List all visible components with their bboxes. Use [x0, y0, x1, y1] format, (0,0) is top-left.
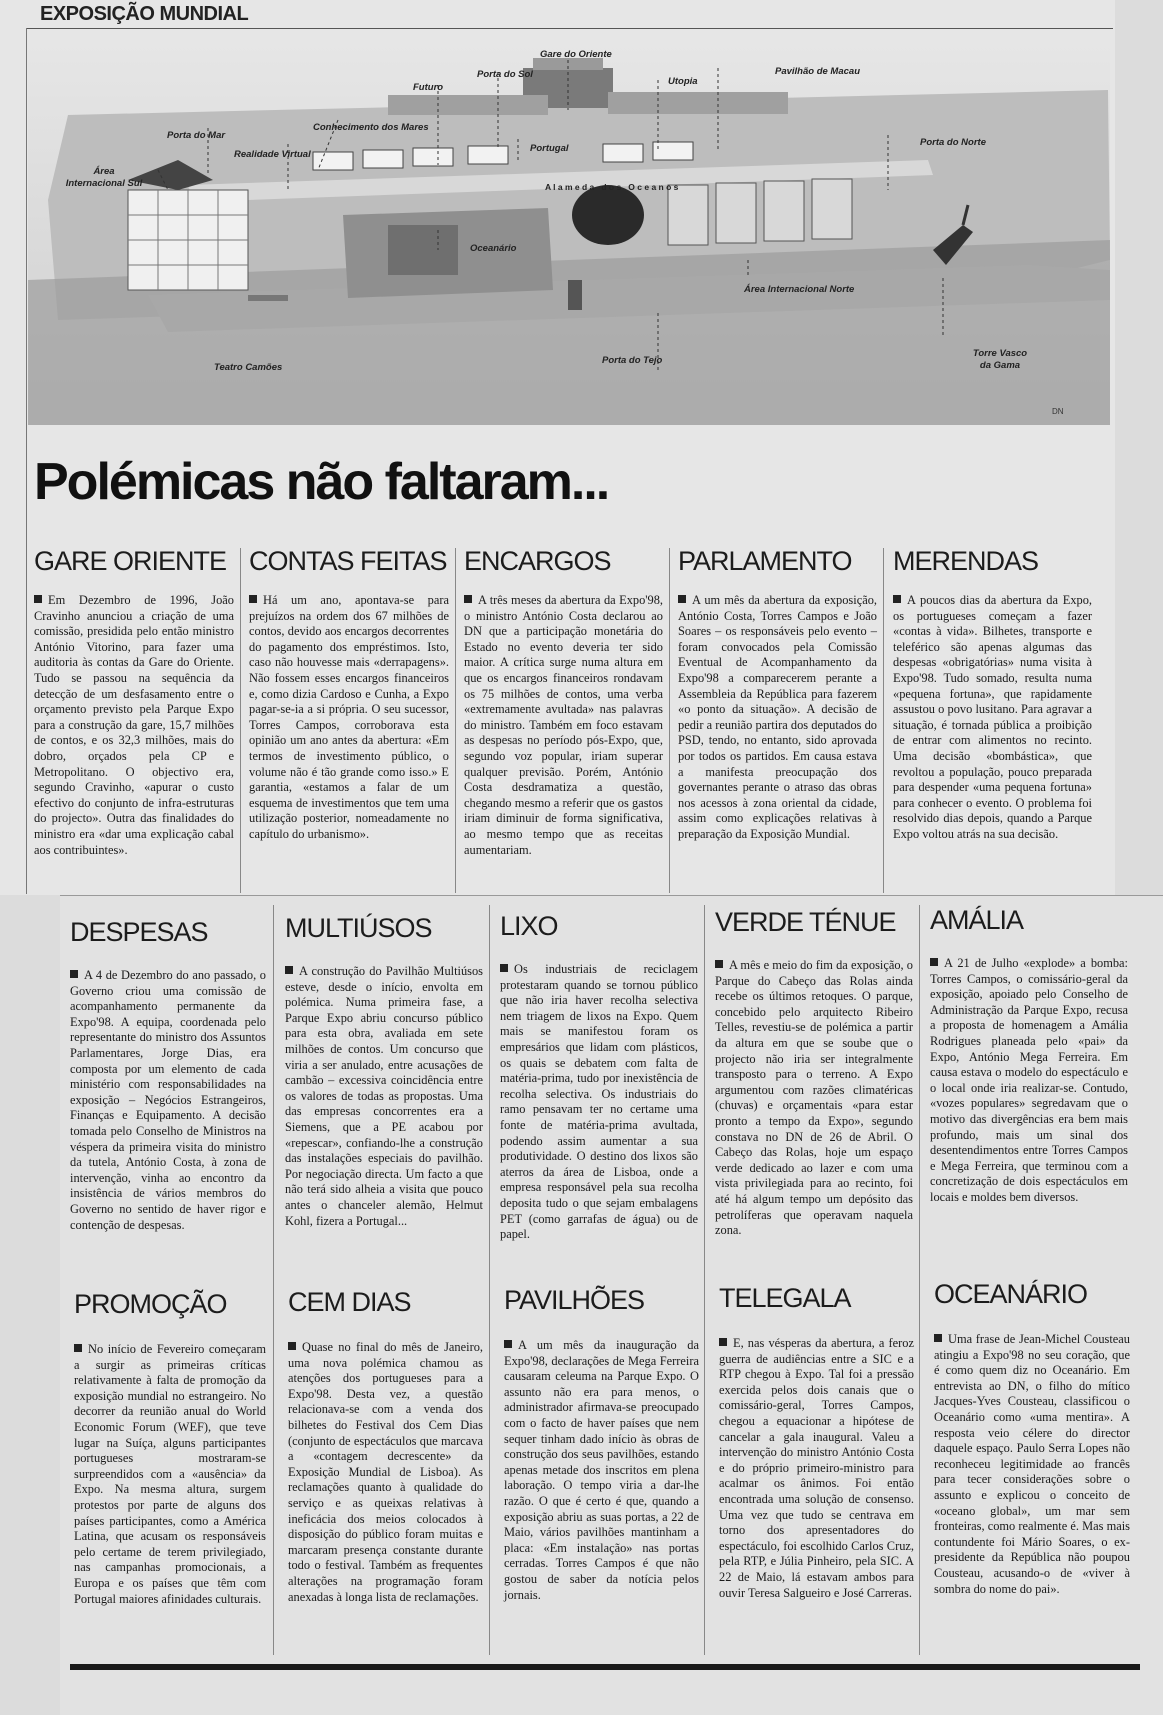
bullet-square-icon — [504, 1340, 512, 1348]
label-area-sul: Área Internacional Sul — [65, 166, 143, 189]
article-body: A três meses da abertura da Expo'98, o ministro António Costa declarou ao DN que a participação monetária do Estado no evento deveria ter sido maior. A crítica surge numa altura em que os encargos financeiros rondavam os 75 milhões de contos, uma verba «extremamente avultada» nas palavras do ministro. Também em foco estavam as despesas no período pós-Expo, que, segundo voz popular, iriam superar qualquer previsão. Porém, António Costa desdramatiza a questão, chegando mesmo a referir que os gastos iriam diminuir de forma significativa, ao mesmo tempo que as receitas aumentariam. — [464, 593, 663, 857]
article-title: VERDE TÉNUE — [715, 907, 896, 937]
bullet-square-icon — [288, 1342, 296, 1350]
article-title: AMÁLIA — [930, 905, 1024, 935]
article-body: A um mês da inauguração da Expo'98, declarações de Mega Ferreira causaram celeuma na Parque Expo. O assunto não era para menos, o administrador afirmava-se preocupado com o facto de haver países que nem sequer tinham dado início às obras de construção dos seus pavilhões, estando apenas metade dos inscritos em plena laboração. O tempo viria a dar-lhe razão. O que é certo é que, quando a exposição abriu as suas portas, a 22 de Maio, vários pavilhões mantinham a placa: «Em instalação» nas portas cerradas. Torres Campos é que não gostou de saber da notícia pelos jornais. — [504, 1338, 699, 1602]
article-multiusos — [285, 912, 483, 1229]
label-torre-vasco: Torre Vasco da Gama — [972, 348, 1028, 371]
article-amalia — [930, 904, 1128, 1206]
column-rule — [704, 905, 705, 1655]
article-body-wrap — [70, 968, 266, 1233]
bullet-square-icon — [893, 595, 901, 603]
article-body: Uma frase de Jean-Michel Cousteau atingiu a Expo'98 no seu coração, que é como quem diz no Oceanário. Em entrevista ao DN, o filho do mítico Jacques-Yves Cousteau, classificou o Oceanário como «uma mentira». A resposta veio célere do director daquele espaço. Paulo Serra Lopes não reconheceu legitimidade ao francês para tecer considerações sobre o assunto e explicou o conceito de «oceano global», um mar sem fronteiras, como realmente é. Mas mais contundente foi Mário Soares, o ex-presidente da República não poupou Cousteau, acusando-o de «viver à sombra do nome do pai». — [934, 1332, 1130, 1596]
label-pavilhao-macau: Pavilhão de Macau — [775, 66, 861, 77]
label-porta-norte: Porta do Norte — [920, 137, 986, 148]
bullet-square-icon — [934, 1334, 942, 1342]
article-body: Quase no final do mês de Janeiro, uma nova polémica chamou as atenções dos portugueses para a Expo'98. Desta vez, a questão relacionava-se com a venda dos bilhetes do Festival dos Cem Dias (conjunto de espectáculos que marcava a «contagem decrescente» da Exposição Mundial de Lisboa). As reclamações quanto à qualidade do serviço e as queixas relativas à ineficácia dos meios colocados à disposição do público foram muitas e marcaram presença constante durante todo o festival. Também as frequentes alterações na programação foram anexadas à longa lista de reclamações. — [288, 1340, 483, 1604]
column-rule — [455, 548, 456, 893]
article-body: A construção do Pavilhão Multiúsos esteve, desde o início, envolta em polémica. Numa primeira fase, a Parque Expo abriu concurso público para esta obra, avaliada em sete milhões de contos. Um concurso que viria a ser anulado, entre acusações de cambão – excessiva coincidência entre os valores de todas as propostas. Uma das empresas concorrentes era a Siemens, que a PE acabou por «repescar», confiando-lhe a construção das instalações especiais do pavilhão. Por negociação directa. Um facto a que não terá sido alheia a visita que pouco antes o chanceler alemão, Helmut Kohl, fizera a Portugal... — [285, 964, 483, 1228]
column-rule — [883, 548, 884, 893]
article-pavilhoes — [504, 1284, 699, 1603]
article-verde-tenue — [715, 906, 913, 1239]
article-body-wrap — [930, 956, 1128, 1206]
article-title: TELEGALA — [719, 1283, 851, 1313]
article-body-wrap — [934, 1332, 1130, 1597]
article-title: DESPESAS — [70, 917, 208, 947]
article-body: A poucos dias da abertura da Expo, os portugueses começam a fazer «contas à vida». Bilhetes, transporte e teleférico são apenas algumas das despesas «obrigatórias» numa visita à Expo'98. Tudo somado, resulta numa «pequena fortuna», que rapidamente assustou o povo lusitano. Para agravar a situação, é tornada pública a proibição de entrar com alimentos no recinto. Uma decisão «bombástica», que revoltou a população, pouco preparada para despender «uma pequena fortuna» para conhecer o evento. O problema foi resolvido dias depois, quando a Parque Expo voltou atrás na sua decisão. — [893, 593, 1092, 841]
bullet-square-icon — [285, 966, 293, 974]
label-porta-mar: Porta do Mar — [167, 130, 226, 141]
label-porta-tejo: Porta do Tejo — [602, 355, 663, 366]
top-rule — [26, 28, 1113, 29]
article-despesas — [70, 916, 266, 1233]
bullet-square-icon — [719, 1338, 727, 1346]
article-contas-feitas — [249, 545, 449, 843]
bullet-square-icon — [500, 964, 508, 972]
article-oceanario — [934, 1278, 1130, 1597]
label-utopia: Utopia — [668, 76, 698, 87]
column-rule — [240, 548, 241, 893]
article-gare-oriente — [34, 545, 234, 858]
label-oceanario: Oceanário — [470, 243, 517, 254]
article-body-wrap — [285, 964, 483, 1229]
article-title: CONTAS FEITAS — [249, 546, 447, 576]
bullet-square-icon — [715, 960, 723, 968]
article-encargos — [464, 545, 663, 858]
bullet-square-icon — [930, 958, 938, 966]
article-title: PARLAMENTO — [678, 546, 852, 576]
article-body-wrap — [715, 958, 913, 1239]
article-body-wrap — [719, 1336, 914, 1601]
article-title: ENCARGOS — [464, 546, 611, 576]
bullet-square-icon — [249, 595, 257, 603]
label-porta-sol: Porta do Sol — [477, 69, 533, 80]
article-body-wrap — [288, 1340, 483, 1605]
bullet-square-icon — [70, 970, 78, 978]
column-rule — [919, 905, 920, 1655]
article-body: No início de Fevereiro começaram a surgir as primeiras críticas relativamente à falta de promoção da exposição mundial no estrangeiro. No decorrer da reunião anual do World Economic Forum (WEF), que teve lugar na Suíça, alguns participantes portugueses mostraram-se surpreendidos com a «ausência» da Expo. Na mesma altura, surgem protestos por parte de alguns dos países participantes, como a América Latina, que acusam os responsáveis pelo certame de terem privilegiado, nas campanhas promocionais, a Europa e os países que têm com Portugal maiores afinidades culturais. — [74, 1342, 266, 1606]
article-body-wrap — [464, 593, 663, 858]
article-body: A um mês da abertura da exposição, António Costa, Torres Campos e João Soares – os responsáveis pelo evento – foram convocados pela Comissão Eventual de Acompanhamento da Expo'98 a comparecerem perante a Assembleia da República para fazerem «o ponto da situação». A decisão de pedir a reunião partira dos deputados do PSD, tendo, no entanto, sido aprovada por todos os partidos. Em causa estava a manifesta preocupação dos governantes perante o atraso das obras nos acessos à zona oriental da cidade, assim como explicações relativas à preparação da Exposição Mundial. — [678, 593, 877, 841]
headline: Polémicas não faltaram... — [34, 453, 609, 511]
article-telegala — [719, 1282, 914, 1601]
article-body-wrap — [34, 593, 234, 858]
article-title: MULTIÚSOS — [285, 913, 432, 943]
article-body-wrap — [504, 1338, 699, 1603]
bullet-square-icon — [464, 595, 472, 603]
article-body-wrap — [74, 1342, 266, 1607]
article-body-wrap — [893, 593, 1092, 843]
label-portugal: Portugal — [530, 143, 569, 154]
article-body: A mês e meio do fim da exposição, o Parque do Cabeço das Rolas ainda recebe os últimos retoques. O parque, concebido pelo arquitecto Ribeiro Telles, revestiu-se de polémica a partir da altura em que se soube que o projecto não iria ser integralmente transposto para o terreno. A Expo argumentou com razões climatéricas (chuvas) e orçamentais «para estar pronto a tempo da Expo», segundo constava no DN de 26 de Abril. O Cabeço das Rolas, hoje um espaço verde dedicado ao lazer e com uma vista privilegiada para ao recinto, foi até há algum tempo um depósito das petrolíferas que operavam naquela zona. — [715, 958, 913, 1238]
article-body: Há um ano, apontava-se para prejuízos na ordem dos 67 milhões de contos, devido aos encargos decorrentes do pagamento dos empréstimos. Isto, caso não houvesse mais «derrapagens». Não fossem esses encargos financeiros e, como dizia Cardoso e Cunha, a Expo pagar-se-ia a si própria. O seu sucessor, Torres Campos, corroborava esta opinião um ano antes da abertura: «Em termos de investimento público, o volume não é tão grande como isso.» E garantia, «estamos a falar de um esquema de investimentos que tem uma utilização posterior, nomeadamente no capítulo do urbanismo». — [249, 593, 449, 841]
left-rule — [26, 28, 27, 894]
bullet-square-icon — [34, 595, 42, 603]
label-teatro-camoes: Teatro Camões — [214, 362, 283, 373]
article-cem-dias — [288, 1286, 483, 1605]
article-body: E, nas vésperas da abertura, a feroz guerra de audiências entre a SIC e a RTP chegou à Expo. Tal foi a pressão exercida pelos dois canais que o comissário-geral, Torres Campos, chegou a equacionar a hipótese de cancelar a gala inaugural. Valeu a intervenção do ministro António Costa e do próprio primeiro-ministro para acalmar os ânimos. Foi então encontrada uma solução de consenso. Uma vez que tudo se centrava em torno dos apresentadores do espectáculo, foi escolhido Carlos Cruz, pela RTP, e Júlia Pinheiro, pela SIC. A 22 de Maio, lá estavam ambos para ouvir Teresa Salgueiro e José Carreras. — [719, 1336, 914, 1600]
article-parlamento — [678, 545, 877, 843]
article-body: A 21 de Julho «explode» a bomba: Torres Campos, o comissário-geral da exposição, apoiado pelo Conselho de Administração da Parque Expo, recusa a proposta de homenagem a Amália Rodrigues planeada pelo «pai» da Expo, António Mega Ferreira. Em causa estava o modelo do espectáculo e o local onde iria realizar-se. Contudo, «vozes populares» segredavam que o motivo das divergências era bem mais profundo, mais um sinal dos desentendimentos entre Torres Campos e Mega Ferreira, que terminou com a concretização de dois espectáculos em locais e moldes bem diversos. — [930, 956, 1128, 1204]
label-area-norte: Área Internacional Norte — [744, 284, 855, 295]
article-title: PAVILHÕES — [504, 1285, 645, 1315]
article-body: A 4 de Dezembro do ano passado, o Governo criou uma comissão de acompanhamento permanente da Expo'98. A equipa, coordenada pelo representante do ministro dos Assuntos Parlamentares, Jorge Dias, era composta por um elemento de cada ministério com responsabilidades na exposição – Negócios Estrangeiros, Finanças e Equipamento. A decisão tomada pelo Conselho de Ministros na véspera da primeira visita do ministro da tutela, António Costa, à zona de intervenção, vinha ao encontro da insistência de vários membros do Governo no sentido de haver rigor e contenção de despesas. — [70, 968, 266, 1232]
bullet-square-icon — [74, 1344, 82, 1352]
expo-site-map — [28, 40, 1110, 425]
article-body-wrap — [500, 962, 698, 1243]
article-lixo — [500, 910, 698, 1243]
article-merendas — [893, 545, 1092, 843]
article-title: CEM DIAS — [288, 1287, 411, 1317]
label-gare-oriente: Gare do Oriente — [540, 49, 612, 60]
article-title: LIXO — [500, 911, 558, 941]
article-body-wrap — [678, 593, 877, 843]
article-title: OCEANÁRIO — [934, 1279, 1088, 1309]
bullet-square-icon — [678, 595, 686, 603]
article-title: MERENDAS — [893, 546, 1039, 576]
label-futuro: Futuro — [413, 82, 444, 93]
article-body: Os industriais de reciclagem protestaram quando se tornou público que não iria haver recolha selectiva nem triagem de lixos na Expo. Quem mais se manifestou foram os empresários que lidam com plásticos, os quais se debatem com falta de matéria-prima, tudo por inexistência de recolha selectiva. Os industriais do ramo pensavam ter no certame uma fonte de matéria-prima avultada, podendo assim aumentar a sua produtividade. O destino dos lixos são aterros da área de Lisboa, onde a empresa responsável pela sua recolha deposita tudo o que sejam embalagens PET (como garrafas de água) ou de papel. — [500, 962, 698, 1242]
article-body: Em Dezembro de 1996, João Cravinho anunciou a criação de uma comissão, presidida pelo então ministro António Vitorino, para fazer uma auditoria às contas da Gare do Oriente. Tudo se passou na sequência da detecção de um desfasamento entre o orçamento previsto pela Parque Expo para a construção da gare, 15,7 milhões de contos, e os 32,3 milhões, mais do dobro, orçados pela CP e Metropolitano. O objectivo era, segundo Cravinho, «apurar o custo efectivo do conjunto de infra-estruturas do projecto». Outra das finalidades do ministro era «dar uma explicação cabal aos contribuintes». — [34, 593, 234, 857]
column-rule — [273, 905, 274, 1655]
map-credit: DN — [1052, 407, 1064, 416]
article-title: GARE ORIENTE — [34, 546, 227, 576]
label-conhecimento-mares: Conhecimento dos Mares — [313, 122, 429, 133]
column-rule — [489, 905, 490, 1655]
article-title: PROMOÇÃO — [74, 1289, 227, 1319]
article-body-wrap — [249, 593, 449, 843]
column-rule — [669, 548, 670, 893]
bottom-bar — [70, 1664, 1140, 1670]
article-promocao — [74, 1288, 266, 1607]
label-realidade-virtual: Realidade Virtual — [234, 149, 311, 160]
label-alameda: A l a m e d a d o s O c e a n o s — [545, 182, 679, 192]
section-label: EXPOSIÇÃO MUNDIAL — [40, 3, 249, 25]
